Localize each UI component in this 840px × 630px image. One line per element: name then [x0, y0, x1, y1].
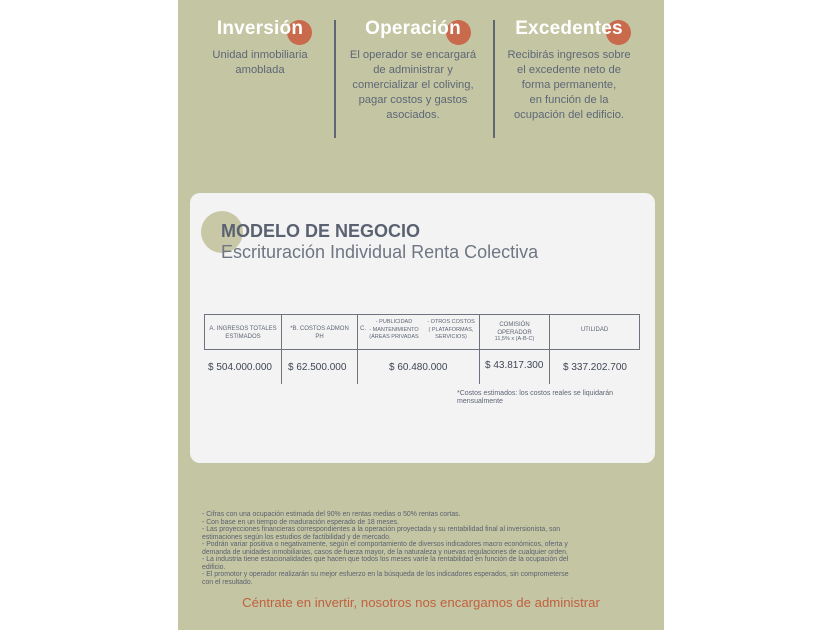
disclaimer-line: - La industria tiene estacionalidades que hacen que todos los meses varíe la rentabilidad en función de la ocupación del [202, 556, 569, 563]
disclaimer-line: - Con base en un tiempo de maduración esperado de 18 meses. [202, 518, 399, 526]
disclaimer-line: demanda de unidades inmobiliarias, casos de fuerza mayor, de la naturaleza y nuevas regulaciones de cualquier orden. [202, 548, 568, 556]
header-c-prefix: C. [360, 326, 366, 332]
header-costos-admon: *B. COSTOS ADMON PH [290, 326, 349, 340]
header-ingresos: A. INGRESOS TOTALES ESTIMADOS [209, 326, 277, 340]
slogan: Céntrate en invertir, nosotros nos encargamos de administrar [242, 595, 600, 610]
inversion-title: Inversión [216, 18, 304, 39]
card-subtitle: Escrituración Individual Renta Colectiva [221, 242, 539, 262]
disclaimer-line: - El promotor y operador realizarán su mejor esfuerzo en la búsqueda de los indicadores esperados, sin comprometerse [202, 571, 569, 578]
table-column-line [357, 314, 358, 384]
inversion-text: Unidad inmobiliaria amoblada [212, 49, 308, 76]
header-comision: COMISIÓN OPERADOR [497, 322, 532, 336]
excedentes-text: Recibirás ingresos sobre el excedente neto de forma permanente, en función de la ocupación del edificio. [507, 49, 631, 121]
header-utilidad: UTILIDAD [580, 327, 609, 333]
excedentes-column [494, 0, 644, 123]
cost-note: *Costos estimados: los costos reales se liquidarán mensualmente [457, 390, 614, 405]
disclaimer-line: estimaciones según los estudios de factibilidad y de mercado. [202, 533, 391, 541]
excedentes-title: Excedentes [515, 18, 623, 39]
disclaimer-line: con el resultado. [202, 578, 253, 586]
operacion-title: Operación [365, 18, 461, 39]
value-costos-admon: $ 62.500.000 [288, 362, 347, 373]
header-comision-formula: 11,5% x (A-B-C) [494, 336, 535, 342]
disclaimer-line: edificio. [202, 563, 226, 571]
table-column-line [281, 314, 282, 384]
value-ingresos: $ 504.000.000 [208, 362, 272, 373]
table-header-border [204, 349, 639, 350]
operacion-column [338, 0, 488, 123]
header-otros-costos: - OTROS COSTOS ( PLATAFORMAS, SERVICIOS) [427, 319, 475, 340]
header-publicidad: - PUBLICIDAD - MANTENIMIENTO (ÁREAS PRIVADAS [369, 319, 419, 340]
business-model-card [190, 193, 655, 463]
inversion-column [185, 0, 335, 78]
column-divider [334, 20, 336, 138]
value-otros-costos: $ 60.480.000 [389, 362, 448, 373]
table-column-line [639, 314, 640, 350]
table-column-line [549, 314, 550, 384]
value-utilidad: $ 337.202.700 [563, 362, 627, 373]
operacion-text: El operador se encargará de administrar y comercializar el coliving, pagar costos y gastos asociados. [349, 49, 477, 121]
card-title: MODELO DE NEGOCIO [221, 221, 421, 241]
disclaimer-line: - Cifras con una ocupación estimada del 90% en rentas medias o 50% rentas cortas. [202, 511, 461, 518]
value-comision: $ 43.817.300 [485, 360, 544, 371]
disclaimer-line: - Las proyecciones financieras correspondientes a la operación proyectada y su rentabilidad final al inversionista, son [202, 526, 561, 533]
disclaimer-line: - Podrán variar positiva o negativamente, según el comportamiento de diversos indicadores macro económicos, oferta y [202, 541, 568, 548]
table-top-border [204, 314, 639, 315]
disclaimer-list [202, 511, 638, 586]
